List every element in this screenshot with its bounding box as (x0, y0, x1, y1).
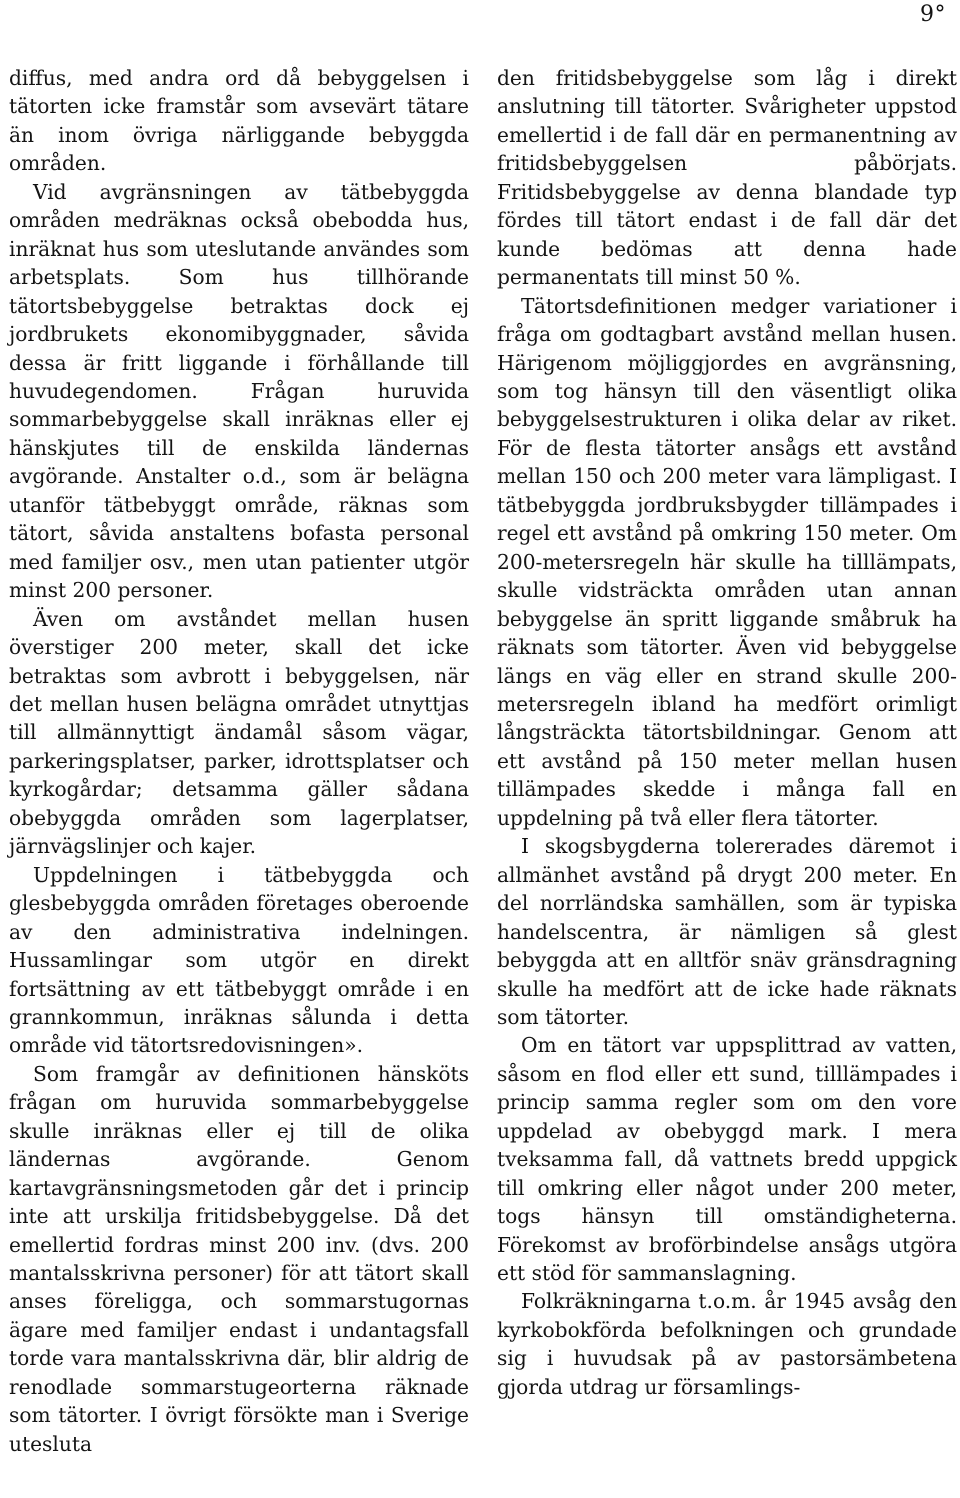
paragraph: Tätortsdefinitionen medger variationer i fråga om godtagbart avstånd mellan husen. Härigenom möjliggjordes en avgränsning, som tog hänsyn till den väsentligt olika bebyggelsestrukturen i olika delar av riket. För de flesta tätorter ansågs ett avstånd mellan 150 och 200 meter vara lämpligast. I tätbebyggda jordbruksbygder tillämpades i regel ett avstånd på omkring 150 meter. Om 200-metersregeln här skulle ha tilllämpats, skulle vidsträckta områden utan annan bebyggelse än spritt liggande småbruk ha räknats som tätorter. Även vid bebyggelse längs en väg eller en strand skulle 200-metersregeln ibland ha medfört orimligt långsträckta tätortsbildningar. Genom att ett avstånd på 150 meter mellan husen tillämpades skedde i många fall en uppdelning på två eller flera tätorter. (497, 293, 957, 830)
right-column (497, 64, 957, 1401)
paragraph: Vid avgränsningen av tätbebyggda områden medräknas också obebodda hus, inräknat hus som uteslutande användes som arbetsplats. Som hus tillhörande tätortsbebyggelse betraktas dock ej jordbrukets ekonomibyggnader, såvida dessa är fritt liggande i förhållande till huvudegendomen. Frågan huruvida sommarbebyggelse skall inräknas eller ej hänskjutes till de enskilda ländernas avgörande. Anstalter o.d., som är belägna utanför tätbebyggt område, räknas som tätort, såvida anstaltens bofasta personal med familjer osv., men utan patienter utgör minst 200 personer. (9, 179, 469, 603)
left-column (9, 64, 469, 1458)
paragraph: den fritidsbebyggelse som låg i direkt anslutning till tätorter. Svårigheter uppstod emellertid i de fall där en permanentning av fritidsbebyggelsen påbörjats. Fritidsbebyggelse av denna blandade typ fördes till tätort endast i de fall där det kunde bedömas att denna hade permanentats till minst 50 %. (497, 66, 957, 290)
page-number: 9° (920, 2, 946, 27)
paragraph: diffus, med andra ord då bebyggelsen i tätorten icke framstår som avsevärt tätare än inom övriga närliggande bebyggda områden. (9, 66, 469, 176)
paragraph: I skogsbygderna tolererades däremot i allmänhet avstånd på drygt 200 meter. En del norrländska samhällen, som är typiska handelscentra, är nämligen så glest bebyggda att en alltför snäv gränsdragning skulle ha medfört att de icke hade räknats som tätorter. (497, 834, 957, 1029)
paragraph: Även om avståndet mellan husen överstiger 200 meter, skall det icke betraktas som avbrott i bebyggelsen, när det mellan husen belägna området utnyttjas till allmännyttigt ändamål såsom vägar, parkeringsplatser, parker, idrottsplatser och kyrkogårdar; detsamma gäller sådana obebyggda områden som lagerplatser, järnvägslinjer och kajer. (9, 606, 469, 859)
paragraph: Folkräkningarna t.o.m. år 1945 avsåg den kyrkobokförda befolkningen och grundade sig i huvudsak på av pastorsämbetena gjorda utdrag ur församlings- (497, 1289, 957, 1399)
paragraph: Uppdelningen i tätbebyggda och glesbebyggda områden företages oberoende av den administrativa indelningen. Hussamlingar som utgör en direkt fortsättning av ett tätbebyggt område i en grannkommun, inräknas sålunda i detta område vid tätortsredovisningen». (9, 862, 469, 1058)
paragraph: Om en tätort var uppsplittrad av vatten, såsom en flod eller ett sund, tilllämpades i princip samma regler som om den vore uppdelad av obebyggd mark. I mera tveksamma fall, då vattnets bredd uppgick till omkring eller något under 200 meter, togs hänsyn till omständigheterna. Förekomst av broförbindelse ansågs utgöra ett stöd för sammanslagning. (497, 1033, 957, 1286)
paragraph: Som framgår av definitionen hänsköts frågan om huruvida sommarbebyggelse skulle inräknas eller ej till de olika ländernas avgörande. Genom kartavgränsningsmetoden går det i princip inte att urskilja fritidsbebyggelse. Då det emellertid fordras minst 200 inv. (dvs. 200 mantalsskrivna personer) för att tätort skall anses föreligga, och sommarstugornas ägare med familjer endast i undantagsfall torde vara mantalsskrivna där, blir aldrig de renodlade sommarstugeorterna räknade som tätorter. I övrigt försökte man i Sverige utesluta (9, 1061, 469, 1456)
